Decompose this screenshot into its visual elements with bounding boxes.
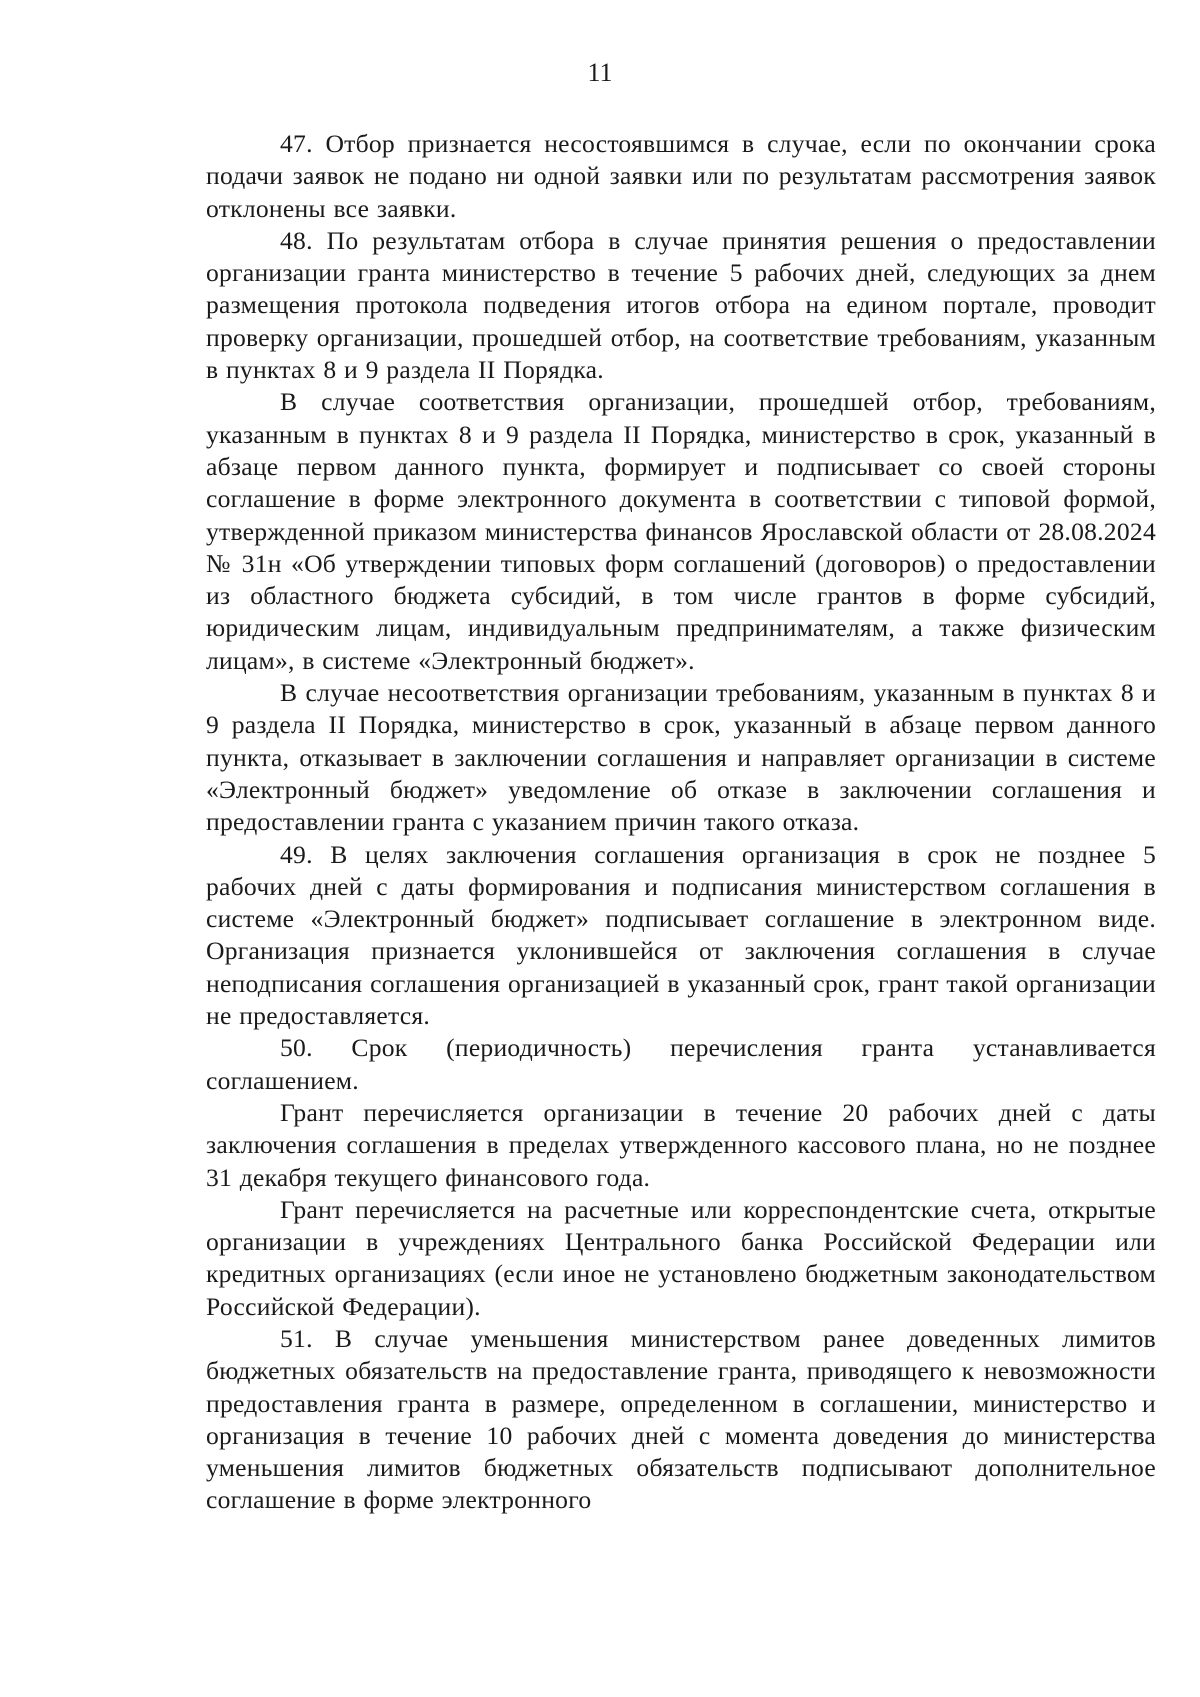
paragraph-48-noncompliance: В случае несоответствия организации требованиям, указанным в пунктах 8 и 9 раздела II Порядка, министерство в срок, указанный в абзаце первом данного пункта, отказывает в заключении соглашения и направляет организации в системе «Электронный бюджет» уведомление об отказе в заключении соглашения и предоставлении гранта с указанием причин такого отказа. — [206, 678, 1156, 837]
paragraph-50-transfer-accounts: Грант перечисляется на расчетные или корреспондентские счета, открытые организации в учреждениях Центрального банка Российской Федерации или кредитных организациях (если иное не установлено бюджетным законодательством Российской Федерации). — [206, 1194, 1156, 1321]
paragraph-50: 50. Срок (периодичность) перечисления гранта устанавливается соглашением. — [206, 1033, 1156, 1095]
paragraph-48: 48. По результатам отбора в случае принятия решения о предоставлении организации гранта министерство в течение 5 рабочих дней, следующих за днем размещения протокола подведения итогов отбора на едином портале, проводит проверку организации, прошедшей отбор, на соответствие требованиям, указанным в пунктах 8 и 9 раздела II Порядка. — [206, 225, 1156, 385]
page-number: 11 — [587, 58, 613, 87]
document-body — [206, 128, 1156, 1517]
paragraph-48-compliance: В случае соответствия организации, прошедшей отбор, требованиям, указанным в пунктах 8 и 9 раздела II Порядка, министерство в срок, указанный в абзаце первом данного пункта, формирует и подписывает со своей стороны соглашение в форме электронного документа в соответствии с типовой формой, утвержденной приказом министерства финансов Ярославской области от 28.08.2024 № 31н «Об утверждении типовых форм соглашений (договоров) о предоставлении из областного бюджета субсидий, в том числе грантов в форме субсидий, юридическим лицам, индивидуальным предпринимателям, а также физическим лицам», в системе «Электронный бюджет». — [206, 387, 1156, 675]
paragraph-50-transfer-term: Грант перечисляется организации в течение 20 рабочих дней с даты заключения соглашения в пределах утвержденного кассового плана, но не позднее 31 декабря текущего финансового года. — [206, 1097, 1156, 1192]
paragraph-51: 51. В случае уменьшения министерством ранее доведенных лимитов бюджетных обязательств на предоставление гранта, приводящего к невозможности предоставления гранта в размере, определенном в соглашении, министерство и организация в течение 10 рабочих дней с момента доведения до министерства уменьшения лимитов бюджетных обязательств подписывают дополнительное соглашение в форме электронного — [206, 1323, 1156, 1515]
paragraph-47: 47. Отбор признается несостоявшимся в случае, если по окончании срока подачи заявок не подано ни одной заявки или по результатам рассмотрения заявок отклонены все заявки. — [206, 129, 1156, 223]
paragraph-49: 49. В целях заключения соглашения организация в срок не позднее 5 рабочих дней с даты формирования и подписания министерством соглашения в системе «Электронный бюджет» подписывает соглашение в электронном виде. Организация признается уклонившейся от заключения соглашения в случае неподписания соглашения организацией в указанный срок, грант такой организации не предоставляется. — [206, 839, 1156, 1031]
